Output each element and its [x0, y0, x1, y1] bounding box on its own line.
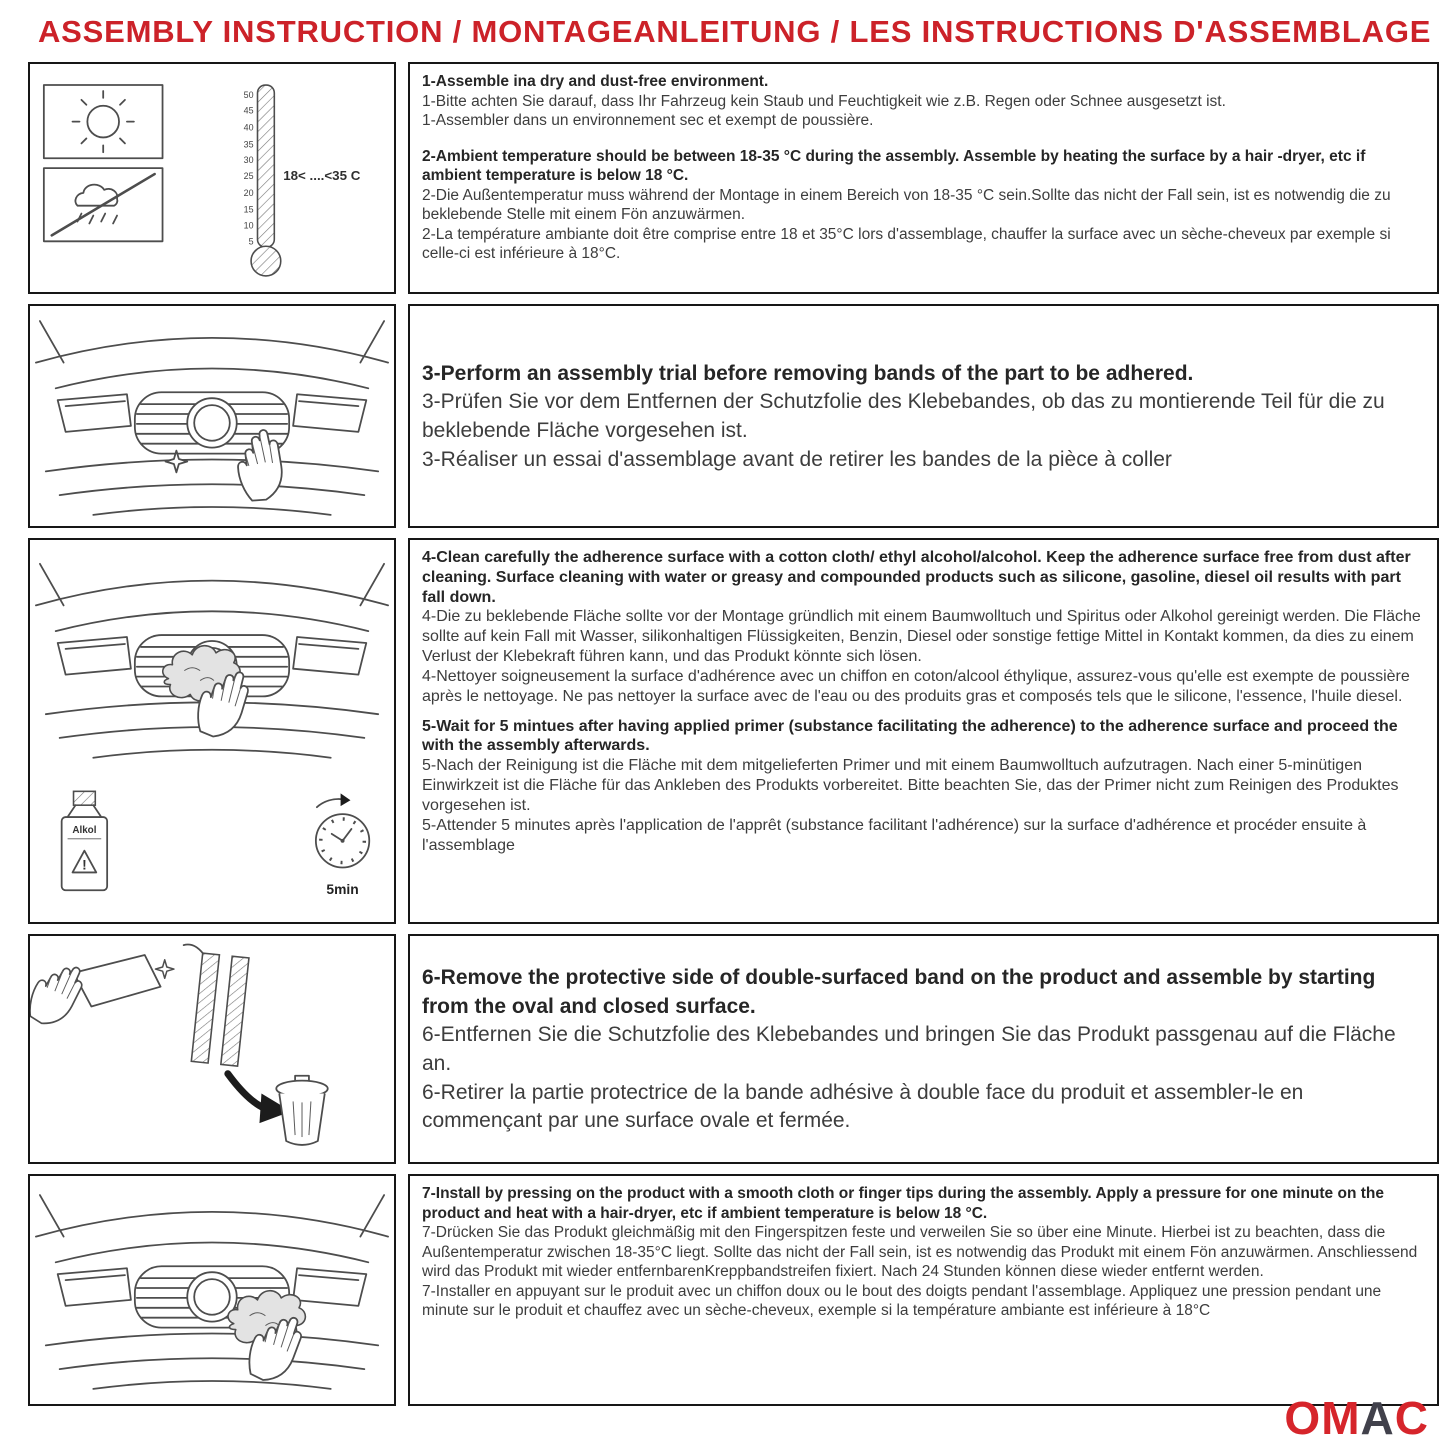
hand-icon	[30, 955, 88, 1032]
clock-icon	[316, 793, 369, 867]
instructions-step-6	[408, 934, 1439, 1164]
car-front-illustration	[36, 1195, 388, 1389]
cleaning-illustration	[30, 540, 394, 922]
car-grille-trial-illustration	[30, 306, 394, 526]
step-3-text-de: 3-Prüfen Sie vor dem Entfernen der Schutzfolie des Klebebandes, ob das zu montierende Teil für die zu beklebende Fläche vorgesehen ist.	[422, 390, 1385, 442]
step-6	[422, 964, 1421, 1135]
section-remove-band	[28, 934, 1439, 1164]
svg-text:25: 25	[243, 170, 254, 181]
svg-text:10: 10	[243, 220, 254, 231]
svg-text:35: 35	[243, 139, 254, 150]
step-1-text-en: 1-Assemble ina dry and dust-free environment.	[422, 73, 769, 90]
logo-part-om: OM	[1284, 1392, 1361, 1444]
step-2-text-en: 2-Ambient temperature should be between 18-35 °C during the assembly. Assemble by heating the surface by a hair -dryer, etc if ambient temperature is below 18 °C.	[422, 147, 1366, 185]
section-environment-temperature	[28, 62, 1439, 294]
omac-logo	[1284, 1392, 1429, 1444]
bottle-label: Alkol	[72, 824, 97, 836]
step-1-text-de: 1-Bitte achten Sie darauf, dass Ihr Fahrzeug kein Staub und Feuchtigkeit wie z.B. Regen oder Schnee ausgesetzt ist.	[422, 92, 1226, 110]
sparkle-icon	[155, 960, 173, 978]
step-4-text-fr: 4-Nettoyer soigneusement la surface d'adhérence avec un chiffon en coton/alcool éthylique, assurez-vous qu'elle est exempte de poussière après le nettoyage. Ne pas nettoyer la surface avec de l'eau ou des produits gras et composés tels que le silicone, l'essence, l'huile diesel.	[422, 667, 1410, 705]
adhesive-strips-icon	[172, 944, 250, 1066]
step-7-text-fr: 7-Installer en appuyant sur le produit avec un chiffon doux ou le bout des doigts pendant l'assemblage. Appliquez une pression pendant une minute sur le produit et chauffez avec un sèche-cheveux, exemple si la température ambiante est inférieure à 18°C	[422, 1282, 1382, 1320]
sun-icon	[44, 85, 163, 158]
step-4	[422, 548, 1421, 707]
step-3-text-fr: 3-Réaliser un essai d'assemblage avant de retirer les bandes de la pièce à coller	[422, 447, 1172, 471]
trash-can-icon	[276, 1076, 327, 1145]
illustration-box-remove-band	[28, 934, 396, 1164]
logo-part-a: A	[1360, 1392, 1395, 1444]
section-assembly-trial	[28, 304, 1439, 528]
step-2-text-de: 2-Die Außentemperatur muss während der Montage in einem Bereich von 18-35 °C sein.Sollte das nicht der Fall sein, ist es notwendig die zu beklebende Stelle mit einem Fön anzuwärmen.	[422, 186, 1391, 224]
svg-text:5: 5	[248, 236, 254, 247]
step-2	[422, 147, 1421, 264]
warning-mark: !	[82, 856, 87, 873]
instructions-steps-4-5	[408, 538, 1439, 924]
illustration-box-trial	[28, 304, 396, 528]
protective-film	[74, 955, 161, 1006]
logo-part-c: C	[1394, 1392, 1429, 1444]
step-3-text-en: 3-Perform an assembly trial before removing bands of the part to be adhered.	[422, 361, 1194, 385]
no-rain-icon	[44, 168, 163, 241]
clock-duration-label: 5min	[326, 881, 359, 898]
step-5	[422, 717, 1421, 856]
step-7-text-en: 7-Install by pressing on the product with a smooth cloth or finger tips during the assembly. Apply a pressure for one minute on the product and heat with a hair-dryer, etc if ambient temperature is below 18 °C.	[422, 1185, 1384, 1222]
svg-text:30: 30	[243, 155, 254, 166]
step-6-text-en: 6-Remove the protective side of double-surfaced band on the product and assemble by starting from the oval and closed surface.	[422, 966, 1376, 1018]
step-6-text-fr: 6-Retirer la partie protectrice de la bande adhésive à double face du produit et assembler-le en commençant par une surface ovale et fermée.	[422, 1080, 1304, 1133]
step-4-text-de: 4-Die zu beklebende Fläche sollte vor der Montage gründlich mit einem Baumwolltuch und Spiritus oder Alkohol gereinigt werden. Die Fläche sollte auf kein Fall mit Wasser, silikonhaltigen Flüssigkeiten, Benzin, Diesel oder sonstige fettige Mittel in Kontakt kommen, da dies zu einem Verlust der Klebekraft führen kann, und das Produkt könnte sich lösen.	[422, 608, 1421, 666]
step-1-text-fr: 1-Assembler dans un environnement sec et exempt de poussière.	[422, 112, 874, 130]
step-6-text-de: 6-Entfernen Sie die Schutzfolie des Klebebandes und bringen Sie das Produkt passgenau auf die Fläche an.	[422, 1023, 1396, 1075]
illustration-box-press	[28, 1174, 396, 1406]
illustration-box-cleaning	[28, 538, 396, 924]
svg-text:40: 40	[243, 122, 254, 133]
step-4-text-en: 4-Clean carefully the adherence surface with a cotton cloth/ ethyl alcohol/alcohol. Keep the adherence surface free from dust after cleaning. Surface cleaning with water or greasy and compounded products such as silicone, gasoline, diesel oil results with part fall down.	[422, 549, 1411, 606]
step-3	[422, 360, 1421, 474]
alcohol-bottle-icon	[62, 791, 108, 890]
step-5-text-de: 5-Nach der Reinigung ist die Fläche mit dem mitgelieferten Primer und mit einem Baumwolltuch aufzutragen. Nach einer 5-minütigen Einwirkzeit ist die Fläche für das Ankleben des Produkts vorbereitet. Bitte beachten Sie, das der Primer nicht zum Reinigen des Produktes vorgesehen ist.	[422, 757, 1399, 814]
car-front-illustration	[36, 321, 388, 515]
instructions-steps-1-2	[408, 62, 1439, 294]
page-title: ASSEMBLY INSTRUCTION / MONTAGEANLEITUNG / LES INSTRUCTIONS D'ASSEMBLAGE	[38, 14, 1432, 49]
step-7-text-de: 7-Drücken Sie das Produkt gleichmäßig mit den Fingerspitzen feste und verweilen Sie so über eine Minute. Hierbei ist zu beachten, dass die Außentemperatur zwischen 18-35°C liegt. Sollte das nicht der Fall sein, ist es notwendig das Produkt mit einem Fön anzuwärmen. Anschliessend wird das Produkt mit wieder entfernbarenKreppbandstreifen fixiert. Nach 24 Stunden können diese wieder entfernt werden.	[422, 1224, 1418, 1281]
step-5-text-fr: 5-Attender 5 minutes après l'application de l'apprêt (substance facilitant l'adhérence) sur la surface d'adhérence et procéder ensuite à l'assemblage	[422, 816, 1367, 854]
svg-text:50: 50	[243, 89, 254, 100]
environment-temperature-illustration	[30, 64, 394, 292]
section-press-and-heat	[28, 1174, 1439, 1406]
step-1	[422, 72, 1421, 131]
svg-text:45: 45	[243, 105, 254, 116]
instructions-step-7	[408, 1174, 1439, 1406]
remove-band-illustration	[30, 936, 394, 1162]
temperature-range-label: 18< ....<35 C	[283, 167, 361, 183]
illustration-box-environment	[28, 62, 396, 294]
press-illustration	[30, 1176, 394, 1404]
thermometer-icon	[244, 85, 281, 276]
section-clean-and-primer	[28, 538, 1439, 924]
svg-text:20: 20	[243, 187, 254, 198]
svg-text:15: 15	[243, 204, 254, 215]
step-2-text-fr: 2-La température ambiante doit être comprise entre 18 et 35°C lors d'assemblage, chauffer la surface avec un sèche-cheveux par exemple si celle-ci est inférieure à 18°C.	[422, 225, 1391, 263]
step-7	[422, 1184, 1421, 1321]
step-5-text-en: 5-Wait for 5 mintues after having applied primer (substance facilitating the adherence) to the adherence surface and proceed the with the assembly afterwards.	[422, 717, 1398, 755]
instructions-step-3	[408, 304, 1439, 528]
